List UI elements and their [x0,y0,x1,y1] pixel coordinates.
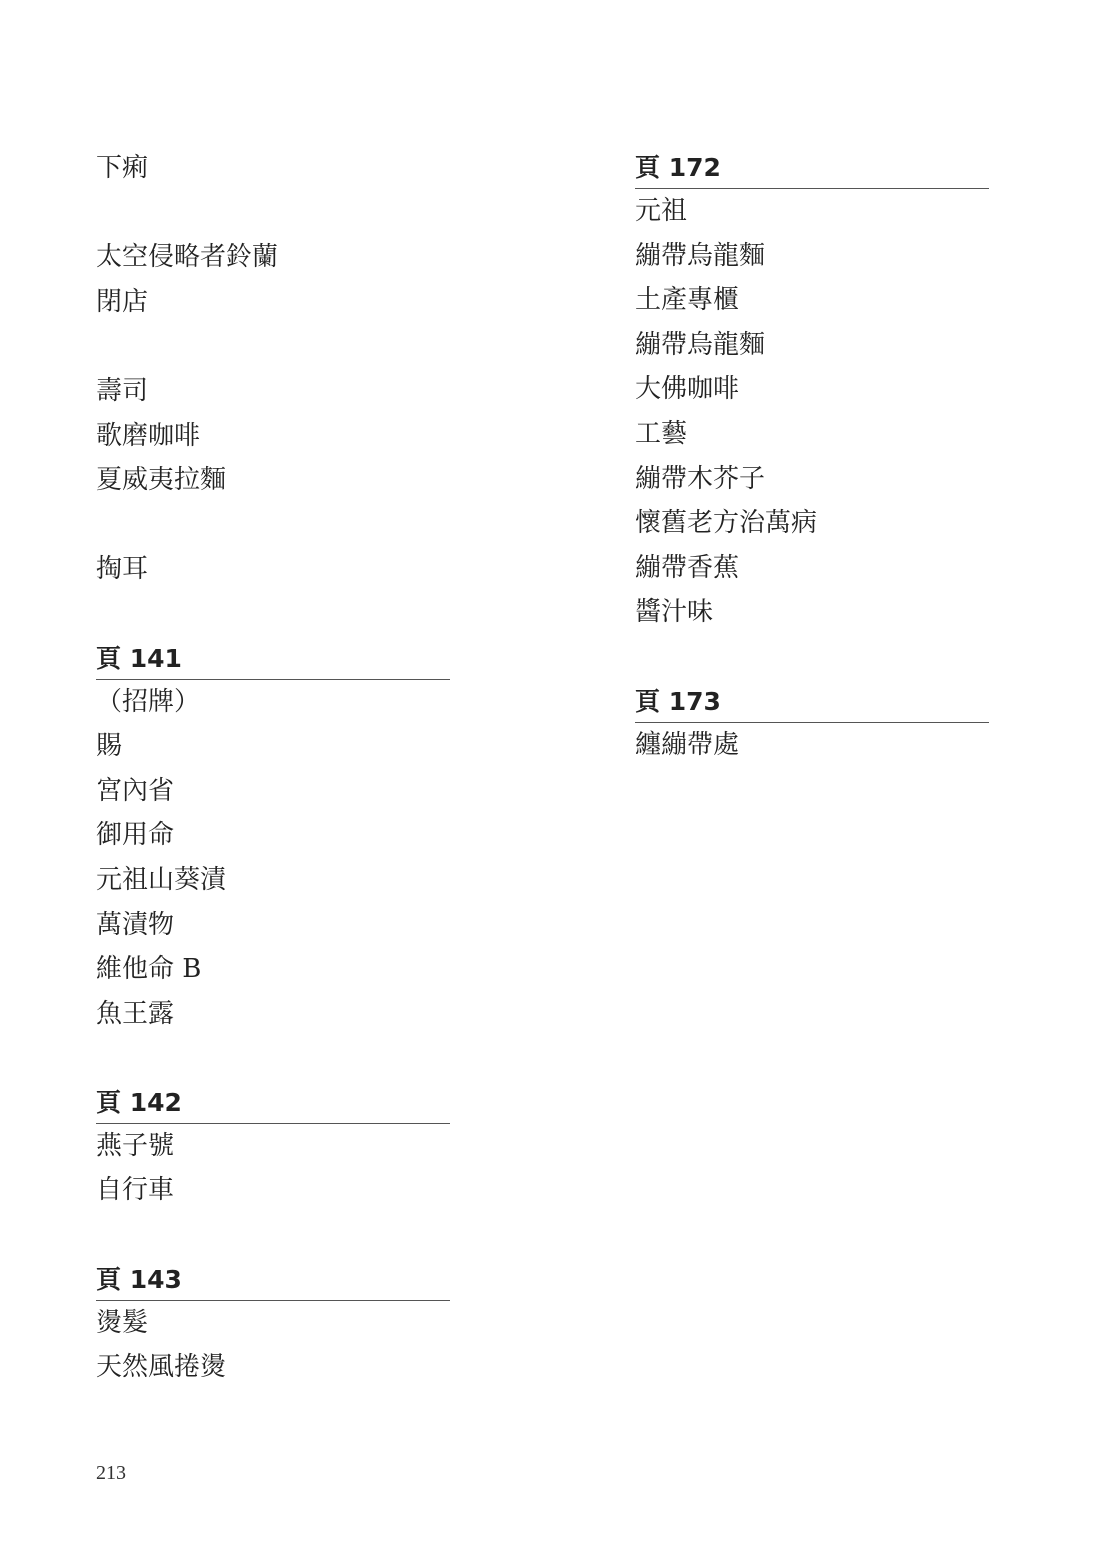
spacer [96,191,450,236]
glossary-item: 繃帶香蕉 [635,552,740,583]
glossary-item: 纏繃帶處 [635,729,740,760]
section-heading: 頁 143 [96,1258,450,1301]
glossary-item: 維他命 B [96,954,202,985]
glossary-item: 繃帶烏龍麵 [635,329,766,360]
section-heading: 頁 172 [635,146,989,189]
glossary-item: 魚王露 [96,998,175,1029]
spacer [96,1213,450,1258]
glossary-item: 宮內省 [96,775,175,806]
section-heading: 頁 142 [96,1081,450,1124]
glossary-item: 醬汁味 [635,597,714,628]
glossary-item: 賜 [96,731,123,762]
spacer [96,324,450,369]
glossary-item: 元祖 [635,196,688,226]
glossary-item: 歌磨咖啡 [96,420,201,451]
glossary-item: 閉店 [96,286,149,317]
glossary-item: 太空侵略者鈴蘭 [96,242,279,273]
section-heading: 頁 173 [635,680,989,723]
glossary-item: （招牌） [96,686,201,717]
glossary-item: 元祖山葵漬 [96,864,227,895]
glossary-item: 自行車 [96,1175,175,1206]
spacer [635,635,989,680]
glossary-item: 土產專櫃 [635,285,740,316]
glossary-item: 燕子號 [96,1130,175,1161]
section-heading: 頁 141 [96,637,450,680]
right-column [635,146,989,767]
glossary-item: 繃帶烏龍麵 [635,240,766,271]
glossary-item: 天然風捲燙 [96,1352,227,1383]
spacer [96,592,450,637]
glossary-item: 萬漬物 [96,909,175,940]
glossary-item: 工藝 [635,418,688,449]
glossary-item: 壽司 [96,375,149,406]
page-number: 213 [96,1462,126,1484]
glossary-item: 掏耳 [96,554,149,585]
left-column [96,146,450,1390]
glossary-item: 下痢 [96,153,149,183]
glossary-item: 大佛咖啡 [635,374,740,405]
glossary-item: 燙髮 [96,1307,149,1338]
glossary-item: 御用命 [96,820,175,851]
glossary-item: 繃帶木芥子 [635,463,766,494]
spacer [96,1036,450,1081]
spacer [96,503,450,548]
glossary-item: 夏威夷拉麵 [96,465,227,496]
glossary-item: 懷舊老方治萬病 [635,508,818,539]
